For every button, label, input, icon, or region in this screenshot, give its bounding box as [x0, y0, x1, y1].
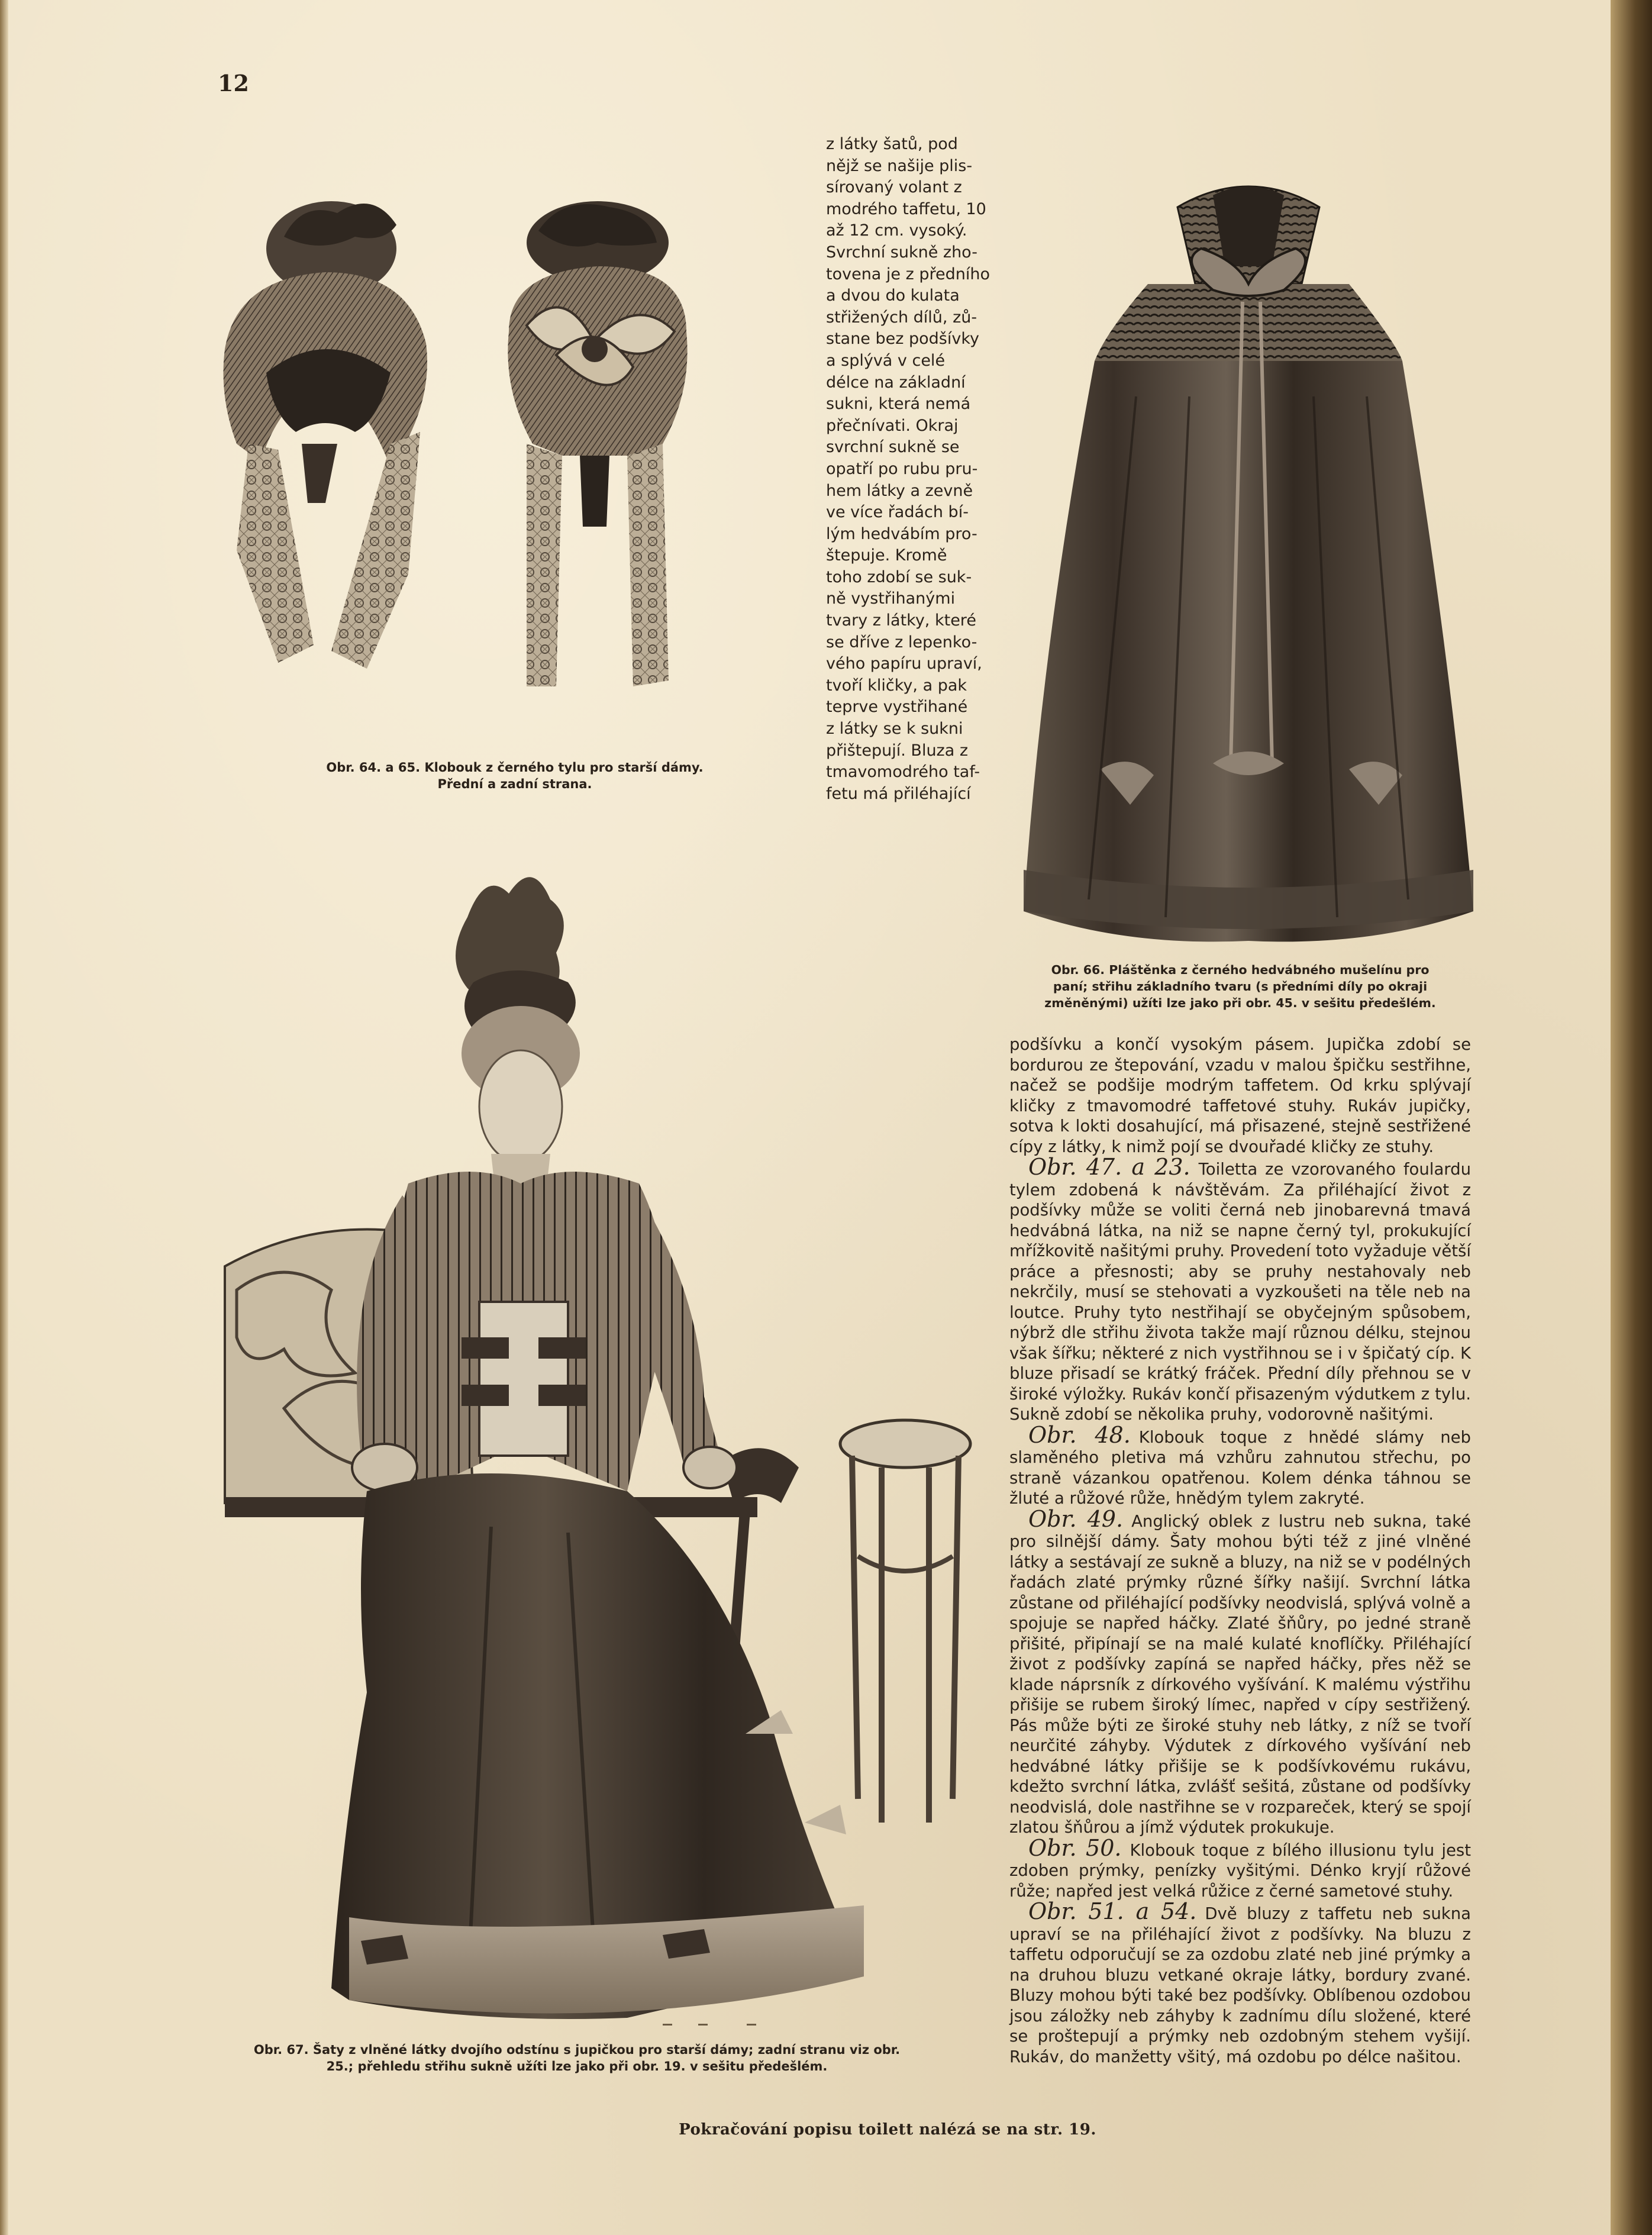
paragraph-obr-50: [1009, 1834, 1472, 1902]
page-left-edge: [0, 0, 8, 2235]
narrow-column-line: přištepují. Bluza z: [826, 741, 969, 760]
narrow-column-line: opatří po rubu pru-: [826, 459, 978, 478]
narrow-column-line: teprve vystřihané: [826, 698, 968, 717]
narrow-column-line: svrchní sukně se: [826, 438, 960, 457]
narrow-column-line: z látky se k sukni: [826, 720, 963, 738]
paragraph-obr-49: [1009, 1505, 1472, 1838]
narrow-column-line: se dříve z lepenko-: [826, 633, 977, 652]
continuation-note: Pokračování popisu toilett nalézá se na str. 19.: [679, 2121, 1096, 2139]
cape-illustration: [1018, 172, 1479, 947]
figure-67-caption: [207, 2042, 947, 2075]
narrow-column-line: tovena je z předního: [826, 265, 990, 283]
page-number: 12: [218, 70, 249, 96]
paragraph-text: Dvě bluzy z taffetu neb sukna upraví se na přiléhající život z podšívky. Na bluzu z taffetu odporučují se za ozdobu zlaté neb jiné prýmky a na druhou bluzu vetkané okraje látky, bordury zvané. Bluzy mohou býti také bez podšívky. Oblíbenou ozdobou jsou záložky neb záhyby k zadnímu dílu složené, které se proštepují a prýmky neb ozdobným stehem vyšijí. Rukáv, do manžetty všitý, má ozdobu po délce našitou.: [1009, 1904, 1471, 2066]
figure-66-caption-line: změněnými) užíti lze jako při obr. 45. v sešitu předešlém.: [1044, 996, 1436, 1010]
figure-67-caption-line: 25.; přehledu střihu sukně užíti lze jako při obr. 19. v sešitu předešlém.: [326, 2059, 828, 2073]
figure-66-caption: [1009, 962, 1471, 1011]
figure-reference-label: Obr. 51. a 54.: [1028, 1898, 1197, 1924]
narrow-column-line: z látky šatů, pod: [826, 135, 958, 153]
narrow-column-line: tvoří kličky, a pak: [826, 676, 967, 695]
paragraph-obr-51: [1009, 1898, 1471, 2067]
figure-reference-label: Obr. 50.: [1028, 1834, 1122, 1861]
narrow-column-line: až 12 cm. vysoký.: [826, 221, 967, 240]
figure-66-caption-line: Obr. 66. Pláštěnka z černého hedvábného mušelínu pro: [1051, 963, 1430, 977]
narrow-column-line: tvary z látky, které: [826, 611, 976, 630]
narrow-column-line: fetu má přiléhající: [826, 784, 971, 803]
narrow-column-line: střižených dílů, zů-: [826, 308, 977, 327]
figure-67-caption-line: Obr. 67. Šaty z vlněné látky dvojího odstínu s jupičkou pro starší dámy; zadní stranu viz obr.: [253, 2043, 901, 2057]
narrow-column-line: stane bez podšívky: [826, 330, 980, 349]
figure-66-caption-line: paní; střihu základního tvaru (s předními díly po okraji: [1053, 979, 1428, 994]
narrow-column-line: sírovaný volant z: [826, 178, 962, 197]
narrow-column-line: ně vystřihanými: [826, 589, 956, 608]
narrow-column-line: nějž se našije plis-: [826, 156, 973, 175]
narrow-column-line: toho zdobí se suk-: [826, 567, 972, 586]
narrow-column-line: a splývá v celé: [826, 351, 946, 370]
paragraph-obr-47: [1009, 1154, 1471, 1425]
narrow-column-line: vého papíru upraví,: [826, 654, 982, 673]
figure-reference-label: Obr. 47. a 23.: [1028, 1154, 1190, 1180]
paragraph-text: Klobouk toque z hnědé slámy neb slaměného pletiva má vzhůru zahnutou střechu, po straně vázankou opatřenou. Kolem dénka táhnou se žluté a růžové růže, hnědým tylem zakryté.: [1009, 1427, 1471, 1508]
decorative-dash: [698, 2024, 708, 2026]
decorative-dash: [663, 2024, 672, 2026]
figure-reference-label: Obr. 48.: [1028, 1421, 1131, 1448]
figure-64-65-caption: [260, 759, 769, 792]
paragraph-text: Klobouk toque z bílého illusionu tylu jest zdoben prýmky, penízky vyšitými. Dénko kryjí růžové růže; napřed jest velká růžice z černé sametové stuhy.: [1009, 1840, 1472, 1901]
narrow-text-column: [826, 134, 998, 805]
decorative-dash: [747, 2024, 756, 2026]
figure-64-65-caption-line: Obr. 64. a 65. Klobouk z černého tylu pro starší dámy.: [326, 760, 704, 775]
narrow-column-line: délce na základní: [826, 373, 966, 392]
narrow-column-line: a dvou do kulata: [826, 286, 960, 305]
narrow-column-line: přečnívati. Okraj: [826, 416, 959, 435]
figure-reference-label: Obr. 49.: [1028, 1505, 1124, 1532]
narrow-column-line: ve více řadách bí-: [826, 503, 969, 522]
page-binding-edge: [1611, 0, 1652, 2235]
narrow-column-line: štepuje. Kromě: [826, 546, 947, 565]
paragraph-obr-48: [1009, 1421, 1471, 1509]
narrow-column-line: hem látky a zevně: [826, 481, 973, 500]
paragraph: podšívku a končí vysokým pásem. Jupička zdobí se bordurou ze štepování, vzadu v malou špičku sestřihne, načež se podšije modrým taffetem. Od krku splývají kličky z tmavomodré taffetové stuhy. Rukáv jupičky, sotva k lokti dosahující, má přisazené, stejně sestřižené cípy z látky, k nimž pojí se dvouřadé kličky ze stuhy.: [1009, 1035, 1471, 1156]
narrow-column-line: modrého taffetu, 10: [826, 199, 986, 218]
narrow-column-line: sukni, která nemá: [826, 395, 971, 414]
paragraph-text: Anglický oblek z lustru neb sukna, také pro silnější dámy. Šaty mohou býti též z jiné vlněné látky a sestávají ze sukně a bluzy, na niž se v podélných řadách zlaté prýmky různé šířky našijí. Svrchní látka zůstane od přiléhající podšívky neodvislá, splývá volně a spojuje se napřed háčky. Zlaté šňůry, po jedné straně přišité, připínají se na malé kulaté knoflíčky. Přiléhající život z podšívky zapíná se napřed háčky, přes něž se klade náprsník z dírkového vyšívání. K malému výstřihu přišije se rubem široký límec, napřed v cípy sestřižený. Pás může býti ze široké stuhy neb látky, z níž se tvoří neurčité záhyby. Výdutek z dírkového vyšívání neb hedvábné látky přišije se k podšívkovému rukávu, kdežto svrchní látka, zvlášť sešitá, zůstane od podšívky neodvislá, dole nastřihne se v rozpareček, který se spojí zlatou šňůrou a jímž výdutek prokukuje.: [1009, 1511, 1472, 1837]
figure-64-65-caption-line: Přední a zadní strana.: [437, 777, 592, 791]
bonnet-front-and-back-illustration: [213, 195, 769, 757]
narrow-column-line: Svrchní sukně zho-: [826, 243, 977, 262]
seated-lady-dress-illustration: [213, 876, 982, 2036]
narrow-column-line: lým hedvábím pro-: [826, 524, 977, 543]
main-text-column: [1009, 1034, 1471, 2067]
narrow-column-line: tmavomodrého taf-: [826, 763, 980, 782]
paragraph-text: Toiletta ze vzorovaného foulardu tylem zdobená k návštěvám. Za přiléhající život z podšívky může se voliti černá neb jinobarevná tmavá hedvábná látka, na niž se napne černý tyl, prokukující mřížkovitě našitými pruhy. Provedení toto vyžaduje větší práce a přesnosti; aby se pruhy nestahovaly neb nekrčily, musí se stehovati a vyzkoušeti na těle neb na loutce. Pruhy tyto nestřihají se obyčejným spůsobem, nýbrž dle střihu života takže mají různou délku, stejnou však šířku; některé z nich vystřihnou se i v špičatý cíp. K bluze přisadí se krátký fráček. Přední díly přehnou se v široké výložky. Rukáv končí přisazeným výdutkem z tylu. Sukně zdobí se několika pruhy, vodorovně našitými.: [1009, 1160, 1471, 1424]
